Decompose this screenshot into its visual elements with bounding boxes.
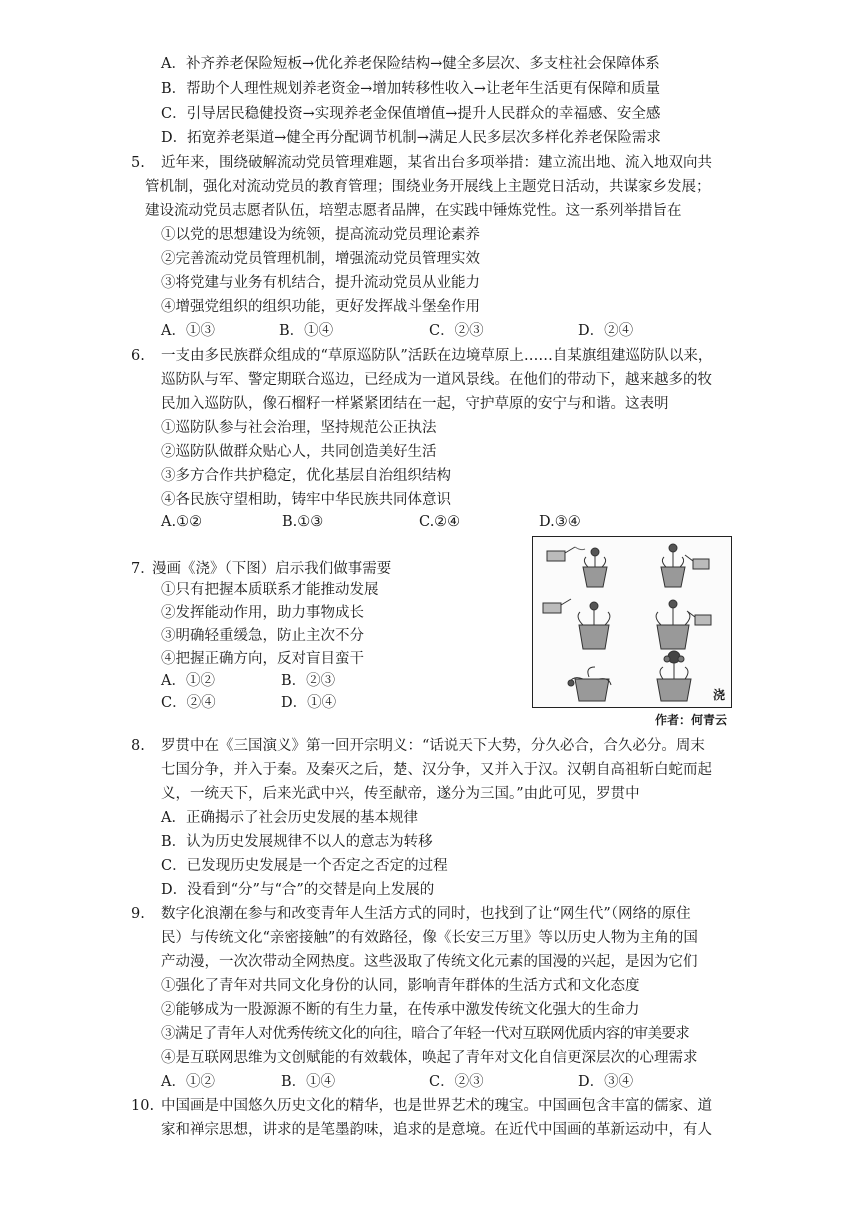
q6-option-c: C.②④ (419, 514, 461, 530)
q9-number: 9. (131, 906, 145, 922)
q6-stem-line: 民加入巡防队，像石榴籽一样紧紧团结在一起，守护草原的安宁与和谐。这表明 (161, 396, 669, 412)
q6-item: ④各民族守望相助，铸牢中华民族共同体意识 (161, 492, 451, 508)
q7-item: ④把握正确方向，反对盲目蛮干 (161, 651, 364, 667)
q9-item: ③满足了青年人对优秀传统文化的向往，暗合了年轻一代对互联网优质内容的审美要求 (161, 1026, 690, 1042)
q5-option-c: C．②③ (429, 323, 484, 339)
q8-stem-line: 义，一统天下，后来光武中兴，传至献帝，遂分为三国。”由此可见，罗贯中 (161, 786, 640, 802)
q8-stem-line: 罗贯中在《三国演义》第一回开宗明义：“话说天下大势，分久必合，合久必分。周末 (161, 738, 705, 754)
q8-option-d: D．没看到“分”与“合”的交替是向上发展的 (161, 882, 435, 898)
q5-option-b: B．①④ (279, 323, 334, 339)
q8-stem-line: 七国分争，并入于秦。及秦灭之后，楚、汉分争，又并入于汉。汉朝自高祖斩白蛇而起 (161, 762, 712, 778)
q10-number: 10. (131, 1098, 155, 1114)
q6-stem-line: 一支由多民族群众组成的“草原巡防队”活跃在边境草原上……自某旗组建巡防队以来， (161, 348, 713, 364)
q8-option-c: C．已发现历史发展是一个否定之否定的过程 (161, 858, 448, 874)
panel-1 (547, 547, 607, 587)
q5-item: ①以党的思想建设为统领，提高流动党员理论素养 (161, 227, 480, 243)
q10-stem-line: 中国画是中国悠久历史文化的精华，也是世界艺术的瑰宝。中国画包含丰富的儒家、道 (161, 1098, 712, 1114)
q7-option-b: B．②③ (281, 673, 336, 689)
q4-option-a: A．补齐养老保险短板→优化养老保险结构→健全多层次、多支柱社会保障体系 (161, 56, 660, 72)
q9-option-b: B．①④ (281, 1074, 336, 1090)
q6-item: ②巡防队做群众贴心人，共同创造美好生活 (161, 444, 437, 460)
q7-number: 7． (131, 561, 155, 577)
q9-item: ①强化了青年对共同文化身份的认同，影响青年群体的生活方式和文化态度 (161, 978, 640, 994)
q8-number: 8. (131, 738, 145, 754)
q6-number: 6. (131, 348, 145, 364)
panel-3 (543, 599, 610, 649)
q5-stem-line: 管机制，强化对流动党员的教育管理；围绕业务开展线上主题党日活动，共谋家乡发展； (145, 179, 711, 195)
q5-item: ④增强党组织的组织功能，更好发挥战斗堡垒作用 (161, 299, 480, 315)
q9-stem-line: 数字化浪潮在参与和改变青年人生活方式的同时，也找到了让“网生代”（网络的原住 (161, 906, 691, 922)
q7-option-c: C．②④ (161, 695, 216, 711)
q7-item: ①只有把握本质联系才能推动发展 (161, 582, 379, 598)
q8-option-a: A．正确揭示了社会历史发展的基本规律 (161, 810, 418, 826)
q6-item: ③多方合作共护稳定，优化基层自治组织结构 (161, 468, 451, 484)
cartoon-illustration (532, 536, 732, 708)
q9-option-c: C．②③ (429, 1074, 484, 1090)
panel-4 (656, 600, 711, 649)
q9-stem-line: 产动漫，一次次带动全网热度。这些汲取了传统文化元素的国漫的兴起，是因为它们 (161, 954, 698, 970)
q5-option-a: A．①③ (161, 323, 215, 339)
q6-option-d: D.③④ (539, 514, 581, 530)
panel-6 (657, 651, 691, 701)
q5-option-d: D．②④ (578, 323, 634, 339)
q5-item: ②完善流动党员管理机制，增强流动党员管理实效 (161, 251, 480, 267)
q6-option-b: B.①③ (282, 514, 324, 530)
q5-item: ③将党建与业务有机结合，提升流动党员从业能力 (161, 275, 480, 291)
cartoon-caption: 作者：何青云 (655, 713, 728, 727)
q9-item: ④是互联网思维为文创赋能的有效载体，唤起了青年对文化自信更深层次的心理需求 (161, 1050, 698, 1066)
panel-2 (661, 544, 709, 587)
q6-option-a: A.①② (161, 514, 203, 530)
q9-option-a: A．①② (161, 1074, 215, 1090)
q6-item: ①巡防队参与社会治理，坚持规范公正执法 (161, 420, 437, 436)
q9-item: ②能够成为一股源源不断的有生力量，在传承中激发传统文化强大的生命力 (161, 1002, 640, 1018)
q7-option-a: A．①② (161, 673, 215, 689)
q7-options-row2 (161, 693, 361, 713)
q7-item: ②发挥能动作用，助力事物成长 (161, 605, 364, 621)
q7-item: ③明确轻重缓急，防止主次不分 (161, 628, 364, 644)
q6-stem-line: 巡防队与军、警定期联合巡边，已经成为一道风景线。在他们的带动下，越来越多的牧 (161, 372, 712, 388)
q9-stem-line: 民）与传统文化“亲密接触”的有效路径，像《长安三万里》等以历史人物为主角的国 (161, 930, 698, 946)
q5-number: 5. (131, 155, 145, 171)
q7-options-row1 (161, 671, 361, 691)
q4-option-c: C．引导居民稳健投资→实现养老金保值增值→提升人民群众的幸福感、安全感 (161, 106, 661, 122)
q8-option-b: B．认为历史发展规律不以人的意志为转移 (161, 834, 433, 850)
q7-stem: 漫画《浇》（下图）启示我们做事需要 (152, 561, 392, 577)
q4-option-d: D．拓宽养老渠道→健全再分配调节机制→满足人民多层次多样化养老保险需求 (161, 130, 661, 146)
cartoon-title: 浇 (712, 688, 725, 702)
watering-cartoon-drawing (533, 537, 730, 706)
q10-stem-line: 家和禅宗思想，讲求的是笔墨韵味，追求的是意境。在近代中国画的革新运动中，有人 (161, 1122, 712, 1138)
q5-options (161, 321, 761, 341)
q5-stem-line: 建设流动党员志愿者队伍，培塑志愿者品牌，在实践中锤炼党性。这一系列举措旨在 (145, 203, 682, 219)
q6-options (161, 512, 661, 532)
q9-options (161, 1072, 761, 1092)
q9-option-d: D．③④ (578, 1074, 634, 1090)
q4-option-b: B．帮助个人理性规划养老资金→增加转移性收入→让老年生活更有保障和质量 (161, 81, 660, 97)
panel-5 (568, 667, 611, 701)
q7-option-d: D．①④ (281, 695, 337, 711)
q5-stem-line: 近年来，围绕破解流动党员管理难题，某省出台多项举措：建立流出地、流入地双向共 (161, 155, 712, 171)
